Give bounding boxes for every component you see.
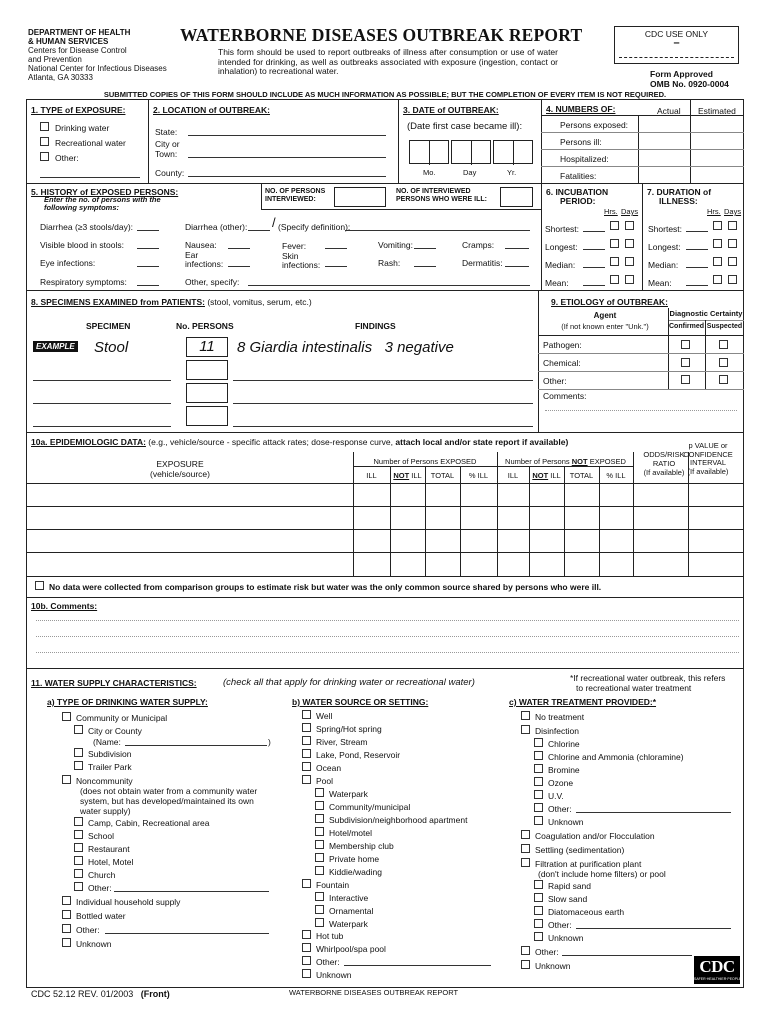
- exp-pct-header: % ILL: [468, 471, 489, 480]
- pool-kiddie-checkbox[interactable]: [315, 866, 324, 875]
- ocean-label: Ocean: [316, 763, 342, 773]
- hot-tub-label: Hot tub: [316, 931, 344, 941]
- s6-longest: Longest:: [545, 242, 578, 252]
- bromine-checkbox[interactable]: [534, 764, 543, 773]
- b-title: b) WATER SOURCE OR SETTING:: [292, 697, 429, 707]
- subdivision-label: Subdivision: [88, 749, 132, 759]
- agent-label: Agent: [593, 311, 617, 320]
- diarrhea-other-field[interactable]: [248, 230, 270, 231]
- cdc-use-only-label: CDC USE ONLY: [644, 29, 709, 39]
- ozone-label: Ozone: [548, 778, 574, 788]
- city-county-checkbox[interactable]: [74, 725, 83, 734]
- exp-total-header: TOTAL: [430, 471, 455, 480]
- nexp-not-ill-header: NOT ILL: [532, 471, 561, 480]
- slash-divider: /: [272, 215, 276, 230]
- filtration-other-label: Other:: [548, 920, 572, 930]
- s9-title: 9. ETIOLOGY of OUTBREAK:: [551, 297, 668, 307]
- agency-address: Centers for Disease Control and Prevention National Center for Infectious Diseases Atlanta, GA 30333: [28, 46, 167, 82]
- spring-label: Spring/Hot spring: [316, 724, 382, 734]
- church-checkbox[interactable]: [74, 869, 83, 878]
- b-unknown-label: Unknown: [316, 970, 352, 980]
- day-field[interactable]: [451, 140, 491, 164]
- s7-median: Median:: [648, 260, 679, 270]
- lake-checkbox[interactable]: [302, 749, 311, 758]
- drinking-water-checkbox[interactable]: [40, 122, 49, 131]
- no-interviewed-field[interactable]: [334, 187, 386, 207]
- s11-check: (check all that apply for drinking water or recreational water): [223, 677, 475, 688]
- fountain-label: Fountain: [316, 880, 350, 890]
- mo-label: Mo.: [423, 168, 436, 177]
- c-unknown-checkbox[interactable]: [521, 960, 530, 969]
- diarrhea-field[interactable]: [137, 230, 159, 231]
- filtration-label: Filtration at purification plant: [535, 859, 642, 869]
- s3-title: 3. DATE of OUTBREAK:: [403, 105, 499, 115]
- nexp-ill-header: ILL: [507, 471, 519, 480]
- s6-mean-days-checkbox[interactable]: [625, 275, 634, 284]
- pool-community-checkbox[interactable]: [315, 801, 324, 810]
- s7-median-hrs-checkbox[interactable]: [713, 257, 722, 266]
- chlorine-checkbox[interactable]: [534, 738, 543, 747]
- rash-field[interactable]: [414, 266, 436, 267]
- findings-field-1[interactable]: [233, 380, 533, 381]
- estimated-label: Estimated: [698, 106, 736, 116]
- other-exposure-label: Other:: [55, 153, 79, 163]
- c-other-field[interactable]: [562, 955, 692, 956]
- s10b-title: 10b. Comments:: [31, 601, 98, 611]
- c-other-checkbox[interactable]: [521, 946, 530, 955]
- s6-shortest-days-checkbox[interactable]: [625, 221, 634, 230]
- chlorine-label: Chlorine: [548, 739, 580, 749]
- s7-days: Days: [724, 207, 742, 216]
- disinfection-unknown-checkbox[interactable]: [534, 816, 543, 825]
- findings-field-3[interactable]: [233, 426, 533, 427]
- pool-subdivision-label: Subdivision/neighborhood apartment: [329, 815, 468, 825]
- state-field[interactable]: [188, 135, 386, 136]
- specimen-field-3[interactable]: [33, 426, 171, 427]
- pool-waterpark-label: Waterpark: [329, 789, 368, 799]
- notice-text: SUBMITTED COPIES OF THIS FORM SHOULD INCLUDE AS MUCH INFORMATION AS POSSIBLE; BUT THE COMPLETION OF EVERY ITEM IS NOT REQUIRED.: [103, 90, 667, 99]
- fatalities-label: Fatalities:: [560, 171, 597, 181]
- pool-hotel-label: Hotel/motel: [329, 828, 372, 838]
- exposure-header: EXPOSURE (vehicle/source): [150, 459, 210, 479]
- city-field[interactable]: [188, 157, 386, 158]
- s7-mean-hrs-checkbox[interactable]: [713, 275, 722, 284]
- no-persons-field-2[interactable]: [186, 383, 228, 403]
- uv-label: U.V.: [548, 791, 564, 801]
- community-label: Community or Municipal: [76, 713, 168, 723]
- eye-label: Eye infections:: [40, 258, 96, 268]
- agent-sub: (If not known enter "Unk."): [561, 322, 649, 331]
- dermatitis-label: Dermatitis:: [462, 258, 503, 268]
- specimen-field-2[interactable]: [33, 403, 171, 404]
- day-label: Day: [463, 168, 477, 177]
- footer-title: WATERBORNE DISEASES OUTBREAK REPORT: [289, 988, 459, 997]
- other-exposure-field[interactable]: [40, 177, 140, 178]
- a-other-label: Other:: [76, 925, 100, 935]
- s7-median-days-checkbox[interactable]: [728, 257, 737, 266]
- other-etiology-label: Other:: [543, 376, 567, 386]
- a-unknown-label: Unknown: [76, 939, 112, 949]
- fountain-ornamental-label: Ornamental: [329, 906, 374, 916]
- actual-label: Actual: [657, 106, 681, 116]
- nausea-field[interactable]: [228, 248, 250, 249]
- individual-label: Individual household supply: [76, 897, 181, 907]
- city-county-label: City or County: [88, 726, 142, 736]
- c-title: c) WATER TREATMENT PROVIDED:*: [509, 697, 657, 707]
- bottled-checkbox[interactable]: [62, 910, 71, 919]
- a-other-nc-field[interactable]: [114, 891, 269, 892]
- pool-membership-label: Membership club: [329, 841, 394, 851]
- hotel-checkbox[interactable]: [74, 856, 83, 865]
- s10a-title: 10a. EPIDEMIOLOGIC DATA: (e.g., vehicle/source - specific attack rates; dose-response curve, attach local and/or state report if available): [31, 437, 569, 447]
- no-ill-label: NO. OF INTERVIEWED PERSONS WHO WERE ILL:: [396, 188, 487, 203]
- disinfection-label: Disinfection: [535, 726, 579, 736]
- skin-field[interactable]: [325, 266, 347, 267]
- filtration-unknown-label: Unknown: [548, 933, 584, 943]
- s2-title: 2. LOCATION of OUTBREAK:: [153, 105, 270, 115]
- a-other-checkbox[interactable]: [62, 924, 71, 933]
- pool-private-label: Private home: [329, 854, 380, 864]
- s6-mean-hrs-checkbox[interactable]: [610, 275, 619, 284]
- s7-mean: Mean:: [648, 278, 672, 288]
- camp-label: Camp, Cabin, Recreational area: [88, 818, 210, 828]
- whirlpool-checkbox[interactable]: [302, 943, 311, 952]
- blood-field[interactable]: [137, 248, 159, 249]
- a-other-nc-label: Other:: [88, 883, 112, 893]
- form-title: WATERBORNE DISEASES OUTBREAK REPORT: [180, 25, 583, 45]
- chemical-confirmed-checkbox[interactable]: [681, 358, 690, 367]
- exp-ill-header: ILL: [366, 471, 377, 480]
- hot-tub-checkbox[interactable]: [302, 930, 311, 939]
- cramps-label: Cramps:: [462, 240, 495, 250]
- s3-sub: (Date first case became ill):: [407, 121, 523, 132]
- diatomaceous-checkbox[interactable]: [534, 906, 543, 915]
- example-specimen: Stool: [94, 339, 129, 356]
- odds-header: ODDS/RISK RATIO (If available): [643, 450, 685, 477]
- s7-hrs: Hrs.: [707, 207, 721, 216]
- epi-row-2[interactable]: [27, 507, 352, 529]
- well-checkbox[interactable]: [302, 710, 311, 719]
- county-field[interactable]: [188, 176, 386, 177]
- year-field[interactable]: [493, 140, 533, 164]
- no-persons-field-3[interactable]: [186, 406, 228, 426]
- etiology-comments-field[interactable]: [545, 410, 737, 411]
- c-unknown-label: Unknown: [535, 961, 571, 971]
- s6-mean: Mean:: [545, 278, 569, 288]
- no-ill-field[interactable]: [500, 187, 533, 207]
- s6-days: Days: [621, 207, 639, 216]
- s6-longest-hrs-checkbox[interactable]: [610, 239, 619, 248]
- fountain-checkbox[interactable]: [302, 879, 311, 888]
- coagulation-label: Coagulation and/or Flocculation: [535, 831, 655, 841]
- fountain-waterpark-label: Waterpark: [329, 919, 368, 929]
- resp-field[interactable]: [137, 285, 159, 286]
- s5-title: 5. HISTORY of EXPOSED PERSONS:: [31, 187, 179, 197]
- epi-row-1[interactable]: [27, 484, 352, 506]
- other-suspected-checkbox[interactable]: [719, 375, 728, 384]
- pool-private-checkbox[interactable]: [315, 853, 324, 862]
- cramps-field[interactable]: [505, 248, 529, 249]
- fever-field[interactable]: [325, 248, 347, 249]
- disinfection-other-label: Other:: [548, 804, 572, 814]
- river-label: River, Stream: [316, 737, 368, 747]
- blood-label: Visible blood in stools:: [40, 240, 124, 250]
- subdivision-checkbox[interactable]: [74, 748, 83, 757]
- nexp-total-header: TOTAL: [569, 471, 594, 480]
- other-symptom-field[interactable]: [248, 285, 530, 286]
- rash-label: Rash:: [378, 258, 401, 268]
- rapid-sand-checkbox[interactable]: [534, 880, 543, 889]
- comments-line-3[interactable]: [36, 652, 739, 653]
- disinfection-other-field[interactable]: [576, 812, 731, 813]
- noncommunity-checkbox[interactable]: [62, 775, 71, 784]
- s11-note: *If recreational water outbreak, this refers to recreational water treatment: [570, 673, 726, 693]
- month-field[interactable]: [409, 140, 449, 164]
- disinfection-checkbox[interactable]: [521, 725, 530, 734]
- state-label: State:: [155, 127, 178, 137]
- epi-row-4[interactable]: [27, 553, 352, 575]
- s6-median-days-checkbox[interactable]: [625, 257, 634, 266]
- form-description: This form should be used to report outbreaks of illness after consumption or use of water intended for drinking, as well as outbreaks associated with exposure (ingestion, contact or inhalation) to recreational water.: [218, 47, 558, 76]
- trailer-checkbox[interactable]: [74, 761, 83, 770]
- fountain-interactive-label: Interactive: [329, 893, 369, 903]
- diag-certainty: Diagnostic Certainty: [669, 309, 743, 318]
- specify-def-field[interactable]: [345, 230, 530, 231]
- suspected-label: Suspected: [706, 323, 743, 330]
- spring-checkbox[interactable]: [302, 723, 311, 732]
- bromine-label: Bromine: [548, 765, 580, 775]
- comments-line-2[interactable]: [36, 636, 739, 637]
- s6-longest-days-checkbox[interactable]: [625, 239, 634, 248]
- filtration-other-checkbox[interactable]: [534, 919, 543, 928]
- school-label: School: [88, 831, 114, 841]
- well-label: Well: [316, 711, 333, 721]
- pathogen-confirmed-checkbox[interactable]: [681, 340, 690, 349]
- hospitalized-label: Hospitalized:: [560, 154, 609, 164]
- s5-sub: Enter the no. of persons with the following symptoms:: [44, 195, 161, 212]
- a-other-nc-checkbox[interactable]: [74, 882, 83, 891]
- chloramine-label: Chlorine and Ammonia (chloramine): [548, 752, 684, 762]
- lake-label: Lake, Pond, Reservoir: [316, 750, 401, 760]
- uv-checkbox[interactable]: [534, 790, 543, 799]
- a-title: a) TYPE OF DRINKING WATER SUPPLY:: [47, 697, 208, 707]
- school-checkbox[interactable]: [74, 830, 83, 839]
- pool-hotel-checkbox[interactable]: [315, 827, 324, 836]
- ear-field[interactable]: [228, 266, 250, 267]
- diatomaceous-label: Diatomaceous earth: [548, 907, 625, 917]
- b-other-checkbox[interactable]: [302, 956, 311, 965]
- fountain-interactive-checkbox[interactable]: [315, 892, 324, 901]
- name-field[interactable]: [125, 745, 267, 746]
- fountain-waterpark-checkbox[interactable]: [315, 918, 324, 927]
- s7-shortest-hrs-checkbox[interactable]: [713, 221, 722, 230]
- ocean-checkbox[interactable]: [302, 762, 311, 771]
- confirmed-label: Confirmed: [669, 323, 704, 330]
- pool-membership-checkbox[interactable]: [315, 840, 324, 849]
- diarrhea-label: Diarrhea (≥3 stools/day):: [40, 222, 134, 232]
- recreational-water-checkbox[interactable]: [40, 137, 49, 146]
- name-close: ): [268, 737, 271, 747]
- river-checkbox[interactable]: [302, 736, 311, 745]
- settling-checkbox[interactable]: [521, 844, 530, 853]
- coagulation-checkbox[interactable]: [521, 830, 530, 839]
- s6-title: 6. INCUBATION PERIOD:: [546, 187, 609, 206]
- chemical-label: Chemical:: [543, 358, 581, 368]
- pvalue-header: p VALUE or CONFIDENCE INTERVAL (If available): [683, 441, 733, 476]
- s7-longest-days-checkbox[interactable]: [728, 239, 737, 248]
- chemical-suspected-checkbox[interactable]: [719, 358, 728, 367]
- diarrhea-other-label: Diarrhea (other):: [185, 222, 248, 232]
- city-label: City or Town:: [155, 139, 180, 159]
- s7-longest: Longest:: [648, 242, 681, 252]
- a-unknown-checkbox[interactable]: [62, 938, 71, 947]
- filtration-note: (don't include home filters) or pool: [538, 869, 666, 879]
- cdc-dash: –: [673, 37, 680, 49]
- s6-shortest-hrs-checkbox[interactable]: [610, 221, 619, 230]
- community-checkbox[interactable]: [62, 712, 71, 721]
- filtration-unknown-checkbox[interactable]: [534, 932, 543, 941]
- s8-title: 8. SPECIMENS EXAMINED from PATIENTS: (stool, vomitus, serum, etc.): [31, 297, 312, 307]
- exp-not-ill-header: NOT ILL: [393, 471, 422, 480]
- form-approved: Form Approved OMB No. 0920-0004: [650, 69, 729, 89]
- comments-label: Comments:: [543, 391, 587, 401]
- filtration-other-field[interactable]: [576, 928, 731, 929]
- s1-title: 1. TYPE of EXPOSURE:: [31, 105, 126, 115]
- comments-line-1[interactable]: [36, 620, 739, 621]
- pool-waterpark-checkbox[interactable]: [315, 788, 324, 797]
- drinking-water-label: Drinking water: [55, 123, 110, 133]
- pool-label: Pool: [316, 776, 334, 786]
- settling-label: Settling (sedimentation): [535, 845, 625, 855]
- fountain-ornamental-checkbox[interactable]: [315, 905, 324, 914]
- no-data-checkbox[interactable]: [35, 581, 44, 590]
- county-label: County:: [155, 168, 185, 178]
- recreational-water-label: Recreational water: [55, 138, 126, 148]
- persons-ill-label: Persons ill:: [560, 137, 602, 147]
- s4-title: 4. NUMBERS OF:: [546, 104, 616, 114]
- col-specimen: SPECIMEN: [86, 321, 131, 331]
- resp-label: Respiratory symptoms:: [40, 277, 127, 287]
- s7-mean-days-checkbox[interactable]: [728, 275, 737, 284]
- restaurant-checkbox[interactable]: [74, 843, 83, 852]
- no-interviewed-label: NO. OF PERSONS INTERVIEWED:: [265, 188, 326, 203]
- disinfection-other-checkbox[interactable]: [534, 803, 543, 812]
- s7-longest-hrs-checkbox[interactable]: [713, 239, 722, 248]
- no-persons-field-1[interactable]: [186, 360, 228, 380]
- no-data-label: No data were collected from comparison groups to estimate risk but water was the only common source shared by persons who were ill.: [49, 582, 602, 592]
- cdc-use-only-box: [614, 26, 739, 64]
- disinfection-unknown-label: Unknown: [548, 817, 584, 827]
- name-label: (Name:: [93, 737, 121, 747]
- slow-sand-checkbox[interactable]: [534, 893, 543, 902]
- s7-shortest: Shortest:: [648, 224, 683, 234]
- pool-checkbox[interactable]: [302, 775, 311, 784]
- b-other-label: Other:: [316, 957, 340, 967]
- s7-shortest-days-checkbox[interactable]: [728, 221, 737, 230]
- no-treatment-checkbox[interactable]: [521, 711, 530, 720]
- noncommunity-desc: (does not obtain water from a community water system, but has developed/maintained its own water supply): [80, 786, 258, 816]
- whirlpool-label: Whirlpool/spa pool: [316, 944, 386, 954]
- specimen-field-1[interactable]: [33, 380, 171, 381]
- filtration-checkbox[interactable]: [521, 858, 530, 867]
- pool-kiddie-label: Kiddie/wading: [329, 867, 382, 877]
- vomiting-field[interactable]: [414, 248, 436, 249]
- findings-field-2[interactable]: [233, 403, 533, 404]
- individual-checkbox[interactable]: [62, 896, 71, 905]
- noncommunity-label: Noncommunity: [76, 776, 133, 786]
- pool-community-label: Community/municipal: [329, 802, 411, 812]
- exposed-header: Number of Persons EXPOSED: [373, 457, 477, 466]
- s6-hrs: Hrs.: [604, 207, 618, 216]
- nausea-label: Nausea:: [185, 240, 217, 250]
- agency-name: DEPARTMENT OF HEALTH & HUMAN SERVICES: [28, 28, 131, 46]
- b-unknown-checkbox[interactable]: [302, 969, 311, 978]
- yr-label: Yr.: [507, 168, 517, 177]
- other-exposure-checkbox[interactable]: [40, 152, 49, 161]
- skin-label: Skin infections:: [282, 251, 321, 270]
- cdc-logo: CDC SAFER·HEALTHIER·PEOPLE: [694, 956, 740, 984]
- dermatitis-field[interactable]: [505, 266, 529, 267]
- pathogen-suspected-checkbox[interactable]: [719, 340, 728, 349]
- specify-def-label: (Specify definition):: [278, 222, 351, 232]
- eye-field[interactable]: [137, 266, 159, 267]
- church-label: Church: [88, 870, 116, 880]
- s6-shortest: Shortest:: [545, 224, 580, 234]
- other-confirmed-checkbox[interactable]: [681, 375, 690, 384]
- bottled-label: Bottled water: [76, 911, 126, 921]
- other-symptom-label: Other, specify:: [185, 277, 240, 287]
- s6-median: Median:: [545, 260, 576, 270]
- example-findings: 8 Giardia intestinalis 3 negative: [237, 339, 454, 356]
- ear-label: Ear infections:: [185, 250, 224, 269]
- example-no-box: 11: [186, 337, 228, 357]
- b-other-field[interactable]: [344, 965, 491, 966]
- s6-median-hrs-checkbox[interactable]: [610, 257, 619, 266]
- ozone-checkbox[interactable]: [534, 777, 543, 786]
- pathogen-label: Pathogen:: [543, 340, 582, 350]
- chloramine-checkbox[interactable]: [534, 751, 543, 760]
- rapid-sand-label: Rapid sand: [548, 881, 592, 891]
- a-other-field[interactable]: [105, 933, 269, 934]
- persons-exposed-label: Persons exposed:: [560, 120, 629, 130]
- form-number: CDC 52.12 REV. 01/2003 (Front): [31, 989, 170, 999]
- example-tag: EXAMPLE: [33, 341, 78, 352]
- not-exposed-header: Number of Persons NOT EXPOSED: [505, 457, 626, 466]
- pool-subdivision-checkbox[interactable]: [315, 814, 324, 823]
- col-findings: FINDINGS: [355, 321, 396, 331]
- c-other-label: Other:: [535, 947, 559, 957]
- slow-sand-label: Slow sand: [548, 894, 588, 904]
- vomiting-label: Vomiting:: [378, 240, 413, 250]
- restaurant-label: Restaurant: [88, 844, 130, 854]
- nexp-pct-header: % ILL: [606, 471, 626, 480]
- epi-row-3[interactable]: [27, 530, 352, 552]
- col-no-persons: No. PERSONS: [176, 321, 234, 331]
- s11-title: 11. WATER SUPPLY CHARACTERISTICS:: [31, 678, 197, 688]
- fever-label: Fever:: [282, 241, 307, 251]
- trailer-label: Trailer Park: [88, 762, 132, 772]
- no-treatment-label: No treatment: [535, 712, 585, 722]
- hotel-label: Hotel, Motel: [88, 857, 134, 867]
- camp-checkbox[interactable]: [74, 817, 83, 826]
- s7-title: 7. DURATION of ILLNESS:: [647, 187, 712, 206]
